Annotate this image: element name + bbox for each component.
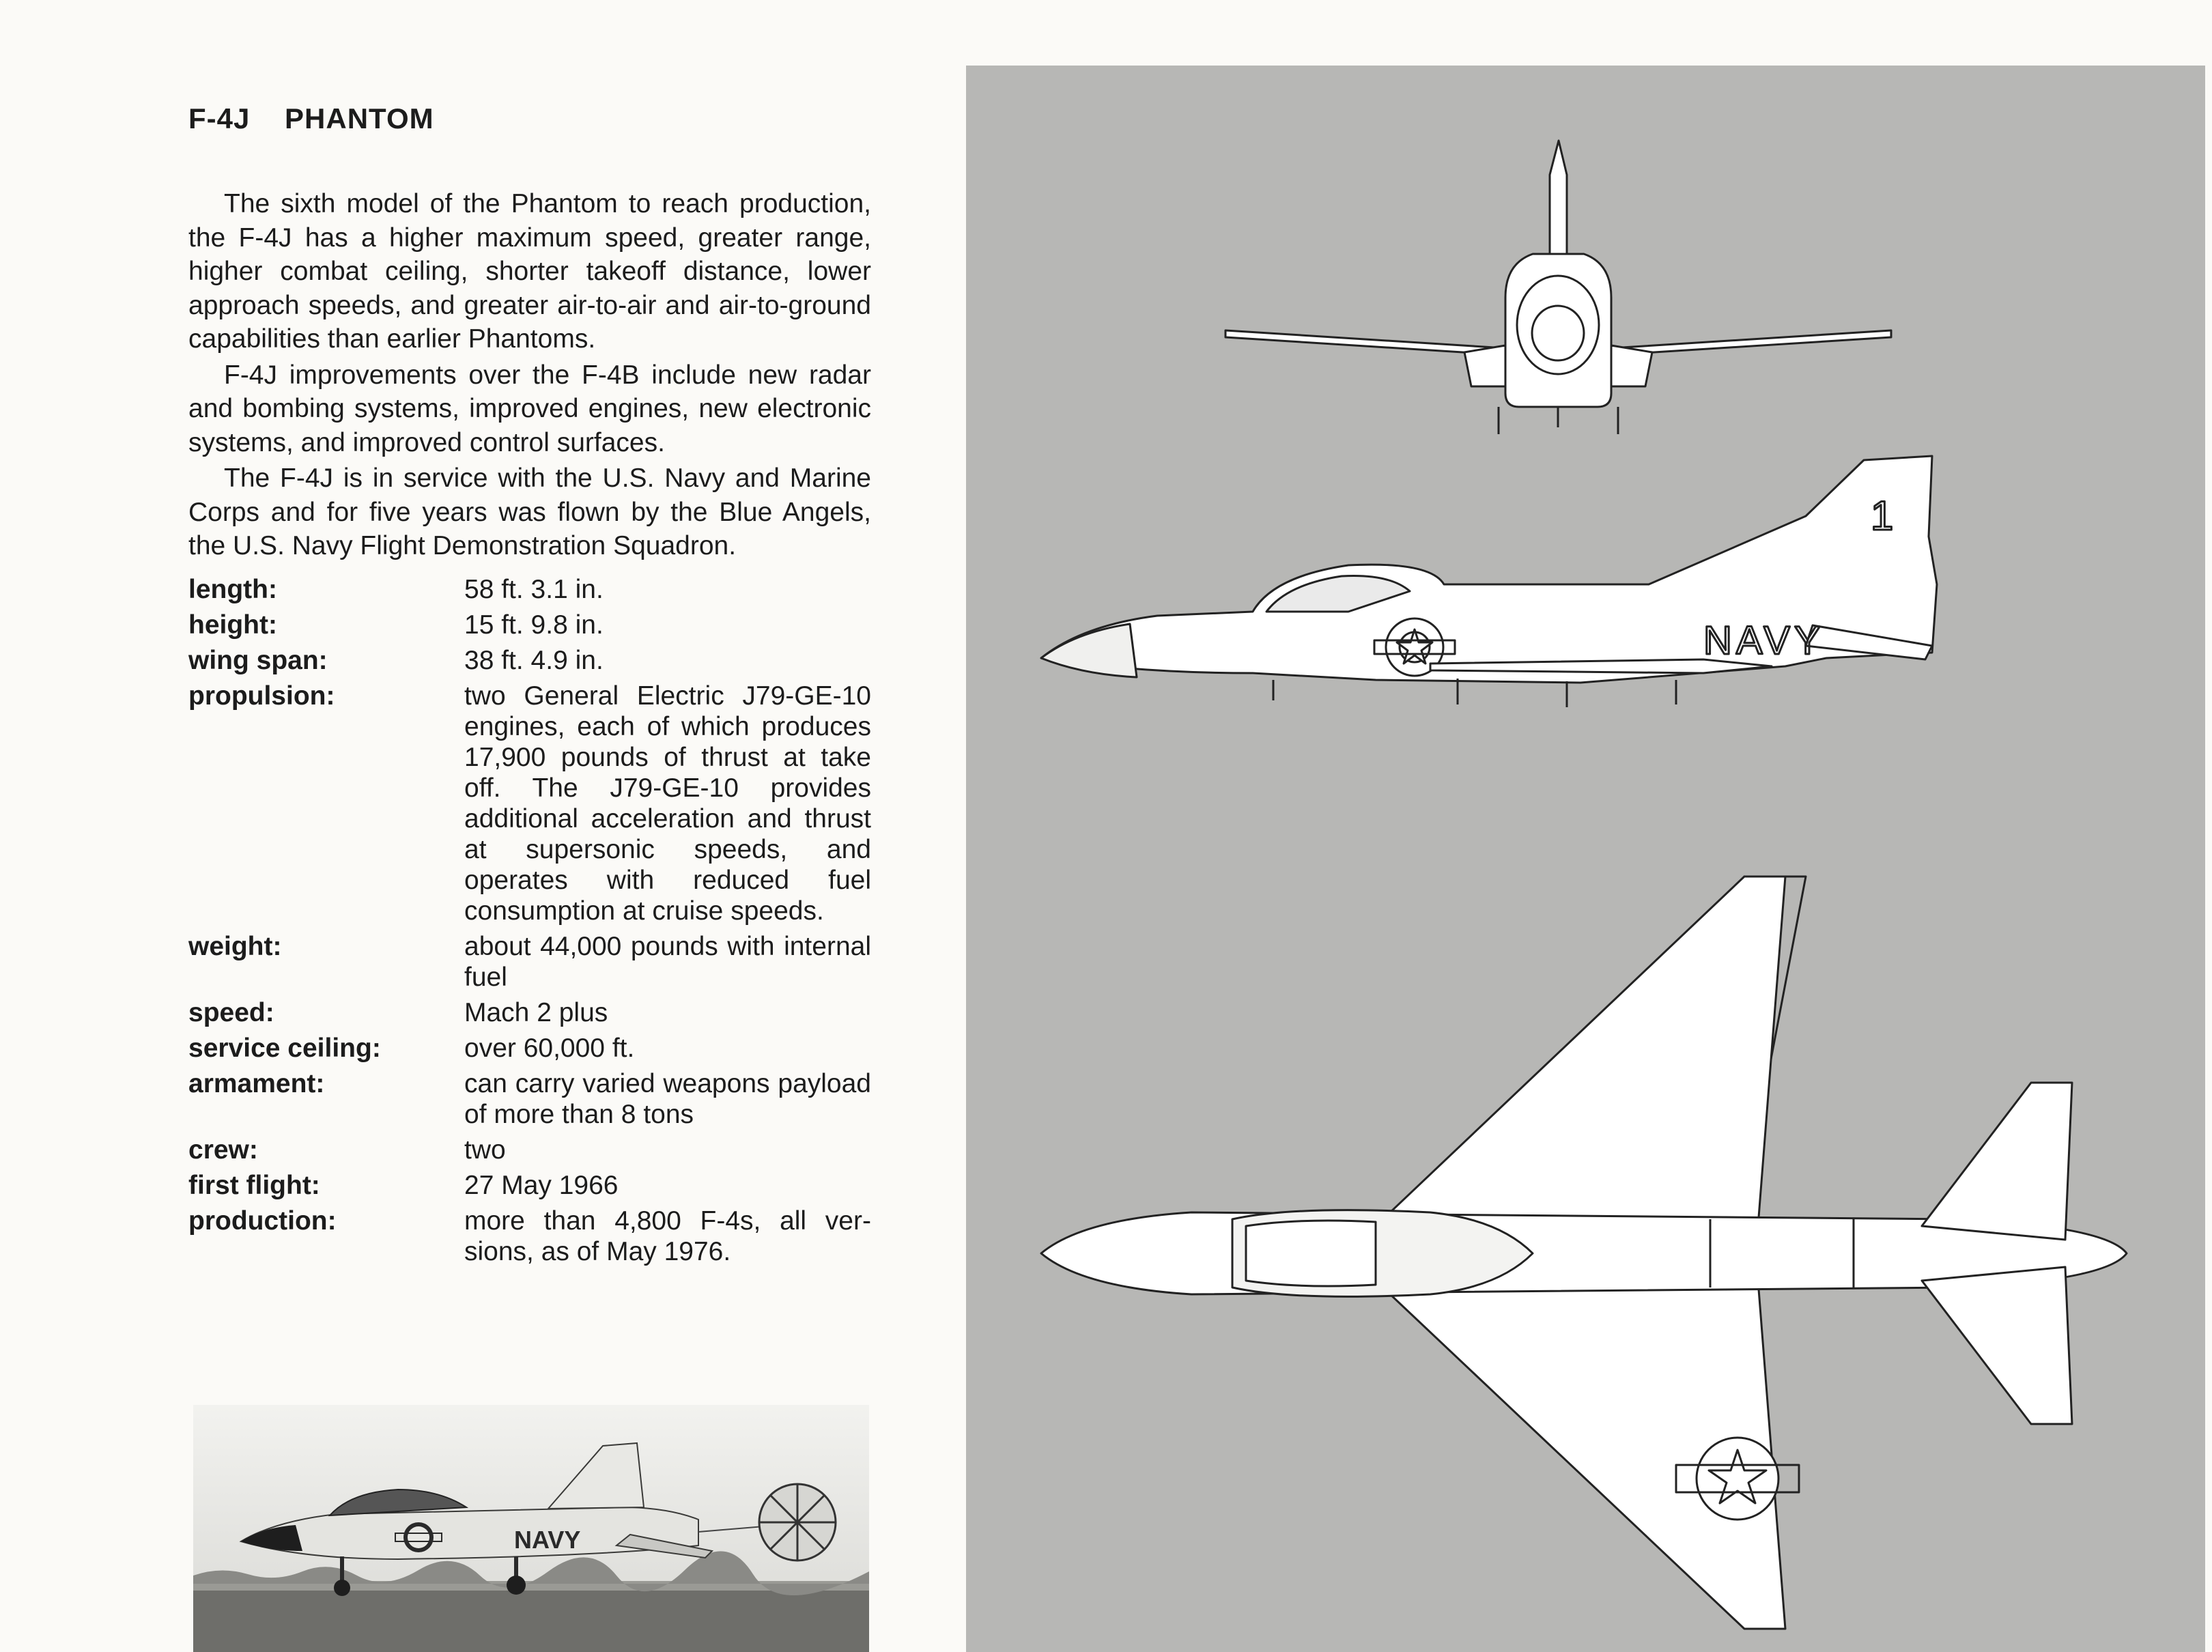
spec-row-wing-span [188,645,871,676]
improvements-paragraph: F-4J improvements over the F-4B include new radar and bombing systems, improved engines, new electronic systems, and improved control surfaces. [188,360,871,457]
spec-label: speed: [188,997,274,1027]
spec-label: wing span: [188,645,328,675]
spec-row-service-ceiling [188,1033,871,1064]
spec-value: two General Electric J79-GE-10 engines, each of which produces 17,900 pounds of thrust at take off. The J79-GE-10 provides additional acceleration and thrust at supersonic speeds, and operates with reduced fuel consumption at cruise speeds. [464,681,871,926]
tail-marking: 1 [1871,493,1894,539]
spec-row-first-flight [188,1170,871,1201]
spec-row-crew [188,1135,871,1165]
page-title: F-4J PHANTOM [188,102,434,134]
service-paragraph: The F-4J is in service with the U.S. Navy and Marine Corps and for five years was flown by the Blue Angels, the U.S. Navy Flight Demonstration Squadron. [188,464,871,560]
spec-value: two [464,1135,506,1165]
spec-row-production [188,1206,871,1267]
spec-row-length [188,574,871,605]
spec-label: propulsion: [188,681,335,711]
spec-value: 38 ft. 4.9 in. [464,645,604,675]
spec-row-speed [188,997,871,1028]
front-view-drawing [1225,141,1891,434]
spec-value: Mach 2 plus [464,997,608,1027]
spec-value: about 44,000 pounds with internal fuel [464,931,871,992]
spec-label: production: [188,1206,337,1236]
intro-paragraph: The sixth model of the Phantom to reach production, the F-4J has a higher maximum speed, greater range, higher combat ceiling, shorter takeoff distance, lower approach speeds, and greater air-to-air and air-to-ground capabilities than earlier Phantoms. [188,189,871,354]
spec-value: more than 4,800 F-4s, all versions, as of May 1976. [464,1206,871,1266]
spec-value: 15 ft. 9.8 in. [464,610,604,640]
spec-value: can carry varied weapons payload of more than 8 tons [464,1068,871,1129]
spec-label: service ceiling: [188,1033,381,1063]
spec-row-armament [188,1068,871,1130]
spec-label: height: [188,610,277,640]
spec-value: 27 May 1966 [464,1170,619,1200]
side-navy-marking: NAVY [1703,618,1825,663]
side-view-drawing [1041,456,1937,707]
spec-label: crew: [188,1135,258,1165]
text-column [188,102,871,1272]
three-view-drawing-panel [966,66,2205,1652]
spec-label: first flight: [188,1170,320,1200]
photo-navy-marking: NAVY [514,1526,581,1554]
spec-table [188,574,871,1267]
spec-row-height [188,610,871,640]
aircraft-photo [193,1405,869,1652]
spec-label: length: [188,574,277,604]
top-view-drawing [1041,877,2127,1629]
spec-value: 58 ft. 3.1 in. [464,574,604,604]
spec-label: weight: [188,931,282,961]
spec-value: over 60,000 ft. [464,1033,635,1063]
spec-label: armament: [188,1068,325,1098]
spec-row-propulsion [188,681,871,926]
spec-row-weight [188,931,871,993]
